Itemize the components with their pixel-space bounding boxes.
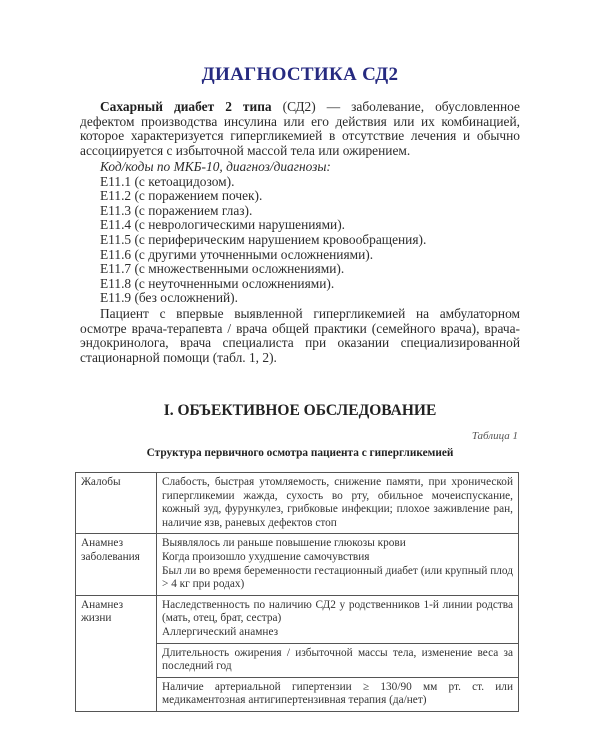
row-content: Длительность ожирения / избыточной массы тела, изменение веса за последний год [157, 643, 519, 677]
codes-label: Код/коды по МКБ-10, диагноз/диагнозы: [100, 159, 331, 174]
row-content [157, 534, 519, 595]
code-item: E11.5 (с периферическим нарушением кровообращения). [100, 231, 427, 247]
table-caption: Структура первичного осмотра пациента с гипергликемией [146, 447, 454, 459]
code-item: E11.7 (с множественными осложнениями). [100, 261, 345, 277]
examination-table [75, 472, 519, 712]
row-content: Наличие артериальной гипертензии ≥ 130/90 мм рт. ст. или медикаментозная антигипертензивная терапия (да/нет) [157, 677, 519, 711]
content-line: Аллергический анамнез [162, 625, 279, 638]
table-row [76, 534, 519, 595]
code-item: E11.8 (с неуточненными осложнениями). [100, 275, 335, 291]
row-content [157, 595, 519, 643]
code-item: E11.1 (с кетоацидозом). [100, 173, 235, 189]
row-header: Анамнез жизни [76, 595, 157, 711]
code-item: E11.2 (с поражением почек). [100, 188, 263, 204]
patient-paragraph: Пациент с впервые выявленной гипергликемией на амбулаторном осмотре врача-терапевта / врача общей практики (семейного врача), врача-эндокринолога, врача специалиста при оказании специализированной стационарной помощи (табл. 1, 2). [80, 306, 520, 365]
content-line: Был ли во время беременности гестационный диабет (или крупный плод > 4 кг при родах) [162, 564, 513, 591]
table-number: Таблица 1 [471, 430, 518, 442]
content-line: Наследственность по наличию СД2 у родственников 1-й линии родства (мать, отец, брат, сестра) [162, 598, 513, 625]
code-item: E11.9 (без осложнений). [100, 290, 238, 306]
code-item: E11.6 (с другими уточненными осложнениями). [100, 246, 374, 262]
table-row [76, 595, 519, 643]
row-header: Жалобы [76, 473, 157, 534]
row-header: Анамнез заболевания [76, 534, 157, 595]
code-item: E11.4 (с неврологическими нарушениями). [100, 217, 346, 233]
row-content: Слабость, быстрая утомляемость, снижение памяти, при хронической гипергликемии жажда, сухость во рту, обильное мочеиспускание, кожный зуд, фурункулез, грибковые инфекции; плохое заживление ран, наличие язв, раневых дефектов стоп [157, 473, 519, 534]
page-title: ДИАГНОСТИКА СД2 [201, 64, 399, 85]
section-heading: I. ОБЪЕКТИВНОЕ ОБСЛЕДОВАНИЕ [163, 402, 437, 419]
intro-paragraph [80, 100, 520, 158]
intro-term: Сахарный диабет 2 типа [100, 99, 272, 114]
icd-codes-list [80, 160, 520, 306]
table-row [76, 473, 519, 534]
content-line: Когда произошло ухудшение самочувствия [162, 550, 370, 563]
intro-text: (СД2) — заболевание, обусловленное дефектом производства инсулина или его действия или их комбинацией, которое характеризуется гипергликемией в отсутствие лечения и обычно ассоциируется с избыточной массой тела или ожирением. [80, 99, 520, 158]
content-line: Выявлялось ли раньше повышение глюкозы крови [162, 537, 406, 550]
code-item: E11.3 (с поражением глаз). [100, 202, 253, 218]
